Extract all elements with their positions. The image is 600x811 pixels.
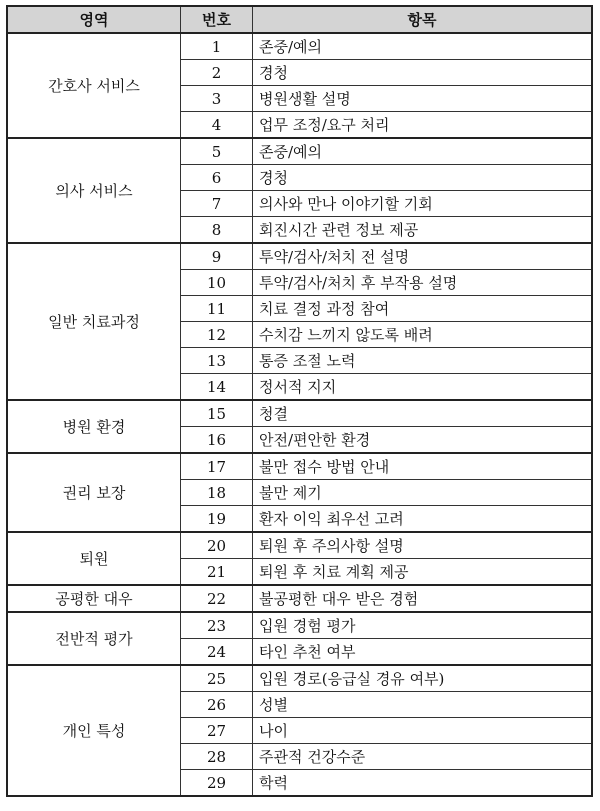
item-cell: 치료 결정 과정 참여 [253,296,593,322]
item-cell: 존중/예의 [253,138,593,165]
number-cell: 20 [181,532,253,559]
number-cell: 17 [181,453,253,480]
number-cell: 11 [181,296,253,322]
item-cell: 수치감 느끼지 않도록 배려 [253,322,593,348]
item-cell: 회진시간 관련 정보 제공 [253,217,593,244]
number-cell: 8 [181,217,253,244]
number-cell: 18 [181,480,253,506]
table-row [7,665,592,692]
item-cell: 환자 이익 최우선 고려 [253,506,593,533]
area-cell: 공평한 대우 [7,585,181,612]
survey-items-table [6,5,593,797]
area-cell: 간호사 서비스 [7,33,181,138]
item-cell: 퇴원 후 치료 계획 제공 [253,559,593,586]
item-cell: 정서적 지지 [253,374,593,401]
item-cell: 주관적 건강수준 [253,744,593,770]
table-row [7,585,592,612]
item-cell: 퇴원 후 주의사항 설명 [253,532,593,559]
number-cell: 10 [181,270,253,296]
number-cell: 23 [181,612,253,639]
item-cell: 경청 [253,165,593,191]
item-cell: 병원생활 설명 [253,86,593,112]
table-row [7,612,592,639]
item-cell: 나이 [253,718,593,744]
table-body [7,33,592,796]
number-cell: 1 [181,33,253,60]
number-cell: 13 [181,348,253,374]
table-row [7,532,592,559]
item-cell: 투약/검사/처치 후 부작용 설명 [253,270,593,296]
area-cell: 일반 치료과정 [7,243,181,400]
item-cell: 존중/예의 [253,33,593,60]
number-cell: 24 [181,639,253,666]
item-cell: 불만 제기 [253,480,593,506]
number-cell: 9 [181,243,253,270]
number-cell: 5 [181,138,253,165]
table-row [7,33,592,60]
area-cell: 개인 특성 [7,665,181,796]
number-cell: 3 [181,86,253,112]
item-cell: 타인 추천 여부 [253,639,593,666]
number-cell: 25 [181,665,253,692]
number-cell: 22 [181,585,253,612]
number-cell: 7 [181,191,253,217]
item-cell: 불만 접수 방법 안내 [253,453,593,480]
number-cell: 4 [181,112,253,139]
table-row [7,138,592,165]
table-row [7,400,592,427]
area-cell: 전반적 평가 [7,612,181,665]
number-cell: 28 [181,744,253,770]
item-cell: 입원 경로(응급실 경유 여부) [253,665,593,692]
number-cell: 15 [181,400,253,427]
item-cell: 입원 경험 평가 [253,612,593,639]
number-cell: 12 [181,322,253,348]
item-cell: 불공평한 대우 받은 경험 [253,585,593,612]
item-cell: 학력 [253,770,593,797]
item-cell: 성별 [253,692,593,718]
table-row [7,453,592,480]
number-cell: 29 [181,770,253,797]
area-cell: 의사 서비스 [7,138,181,243]
number-cell: 19 [181,506,253,533]
header-item: 항목 [253,6,593,33]
area-cell: 병원 환경 [7,400,181,453]
item-cell: 청결 [253,400,593,427]
item-cell: 의사와 만나 이야기할 기회 [253,191,593,217]
area-cell: 퇴원 [7,532,181,585]
number-cell: 2 [181,60,253,86]
item-cell: 업무 조정/요구 처리 [253,112,593,139]
number-cell: 16 [181,427,253,454]
header-area: 영역 [7,6,181,33]
item-cell: 경청 [253,60,593,86]
number-cell: 14 [181,374,253,401]
table-row [7,243,592,270]
table-header-row [7,6,592,33]
number-cell: 26 [181,692,253,718]
area-cell: 권리 보장 [7,453,181,532]
number-cell: 27 [181,718,253,744]
item-cell: 통증 조절 노력 [253,348,593,374]
number-cell: 21 [181,559,253,586]
header-number: 번호 [181,6,253,33]
item-cell: 안전/편안한 환경 [253,427,593,454]
item-cell: 투약/검사/처치 전 설명 [253,243,593,270]
number-cell: 6 [181,165,253,191]
